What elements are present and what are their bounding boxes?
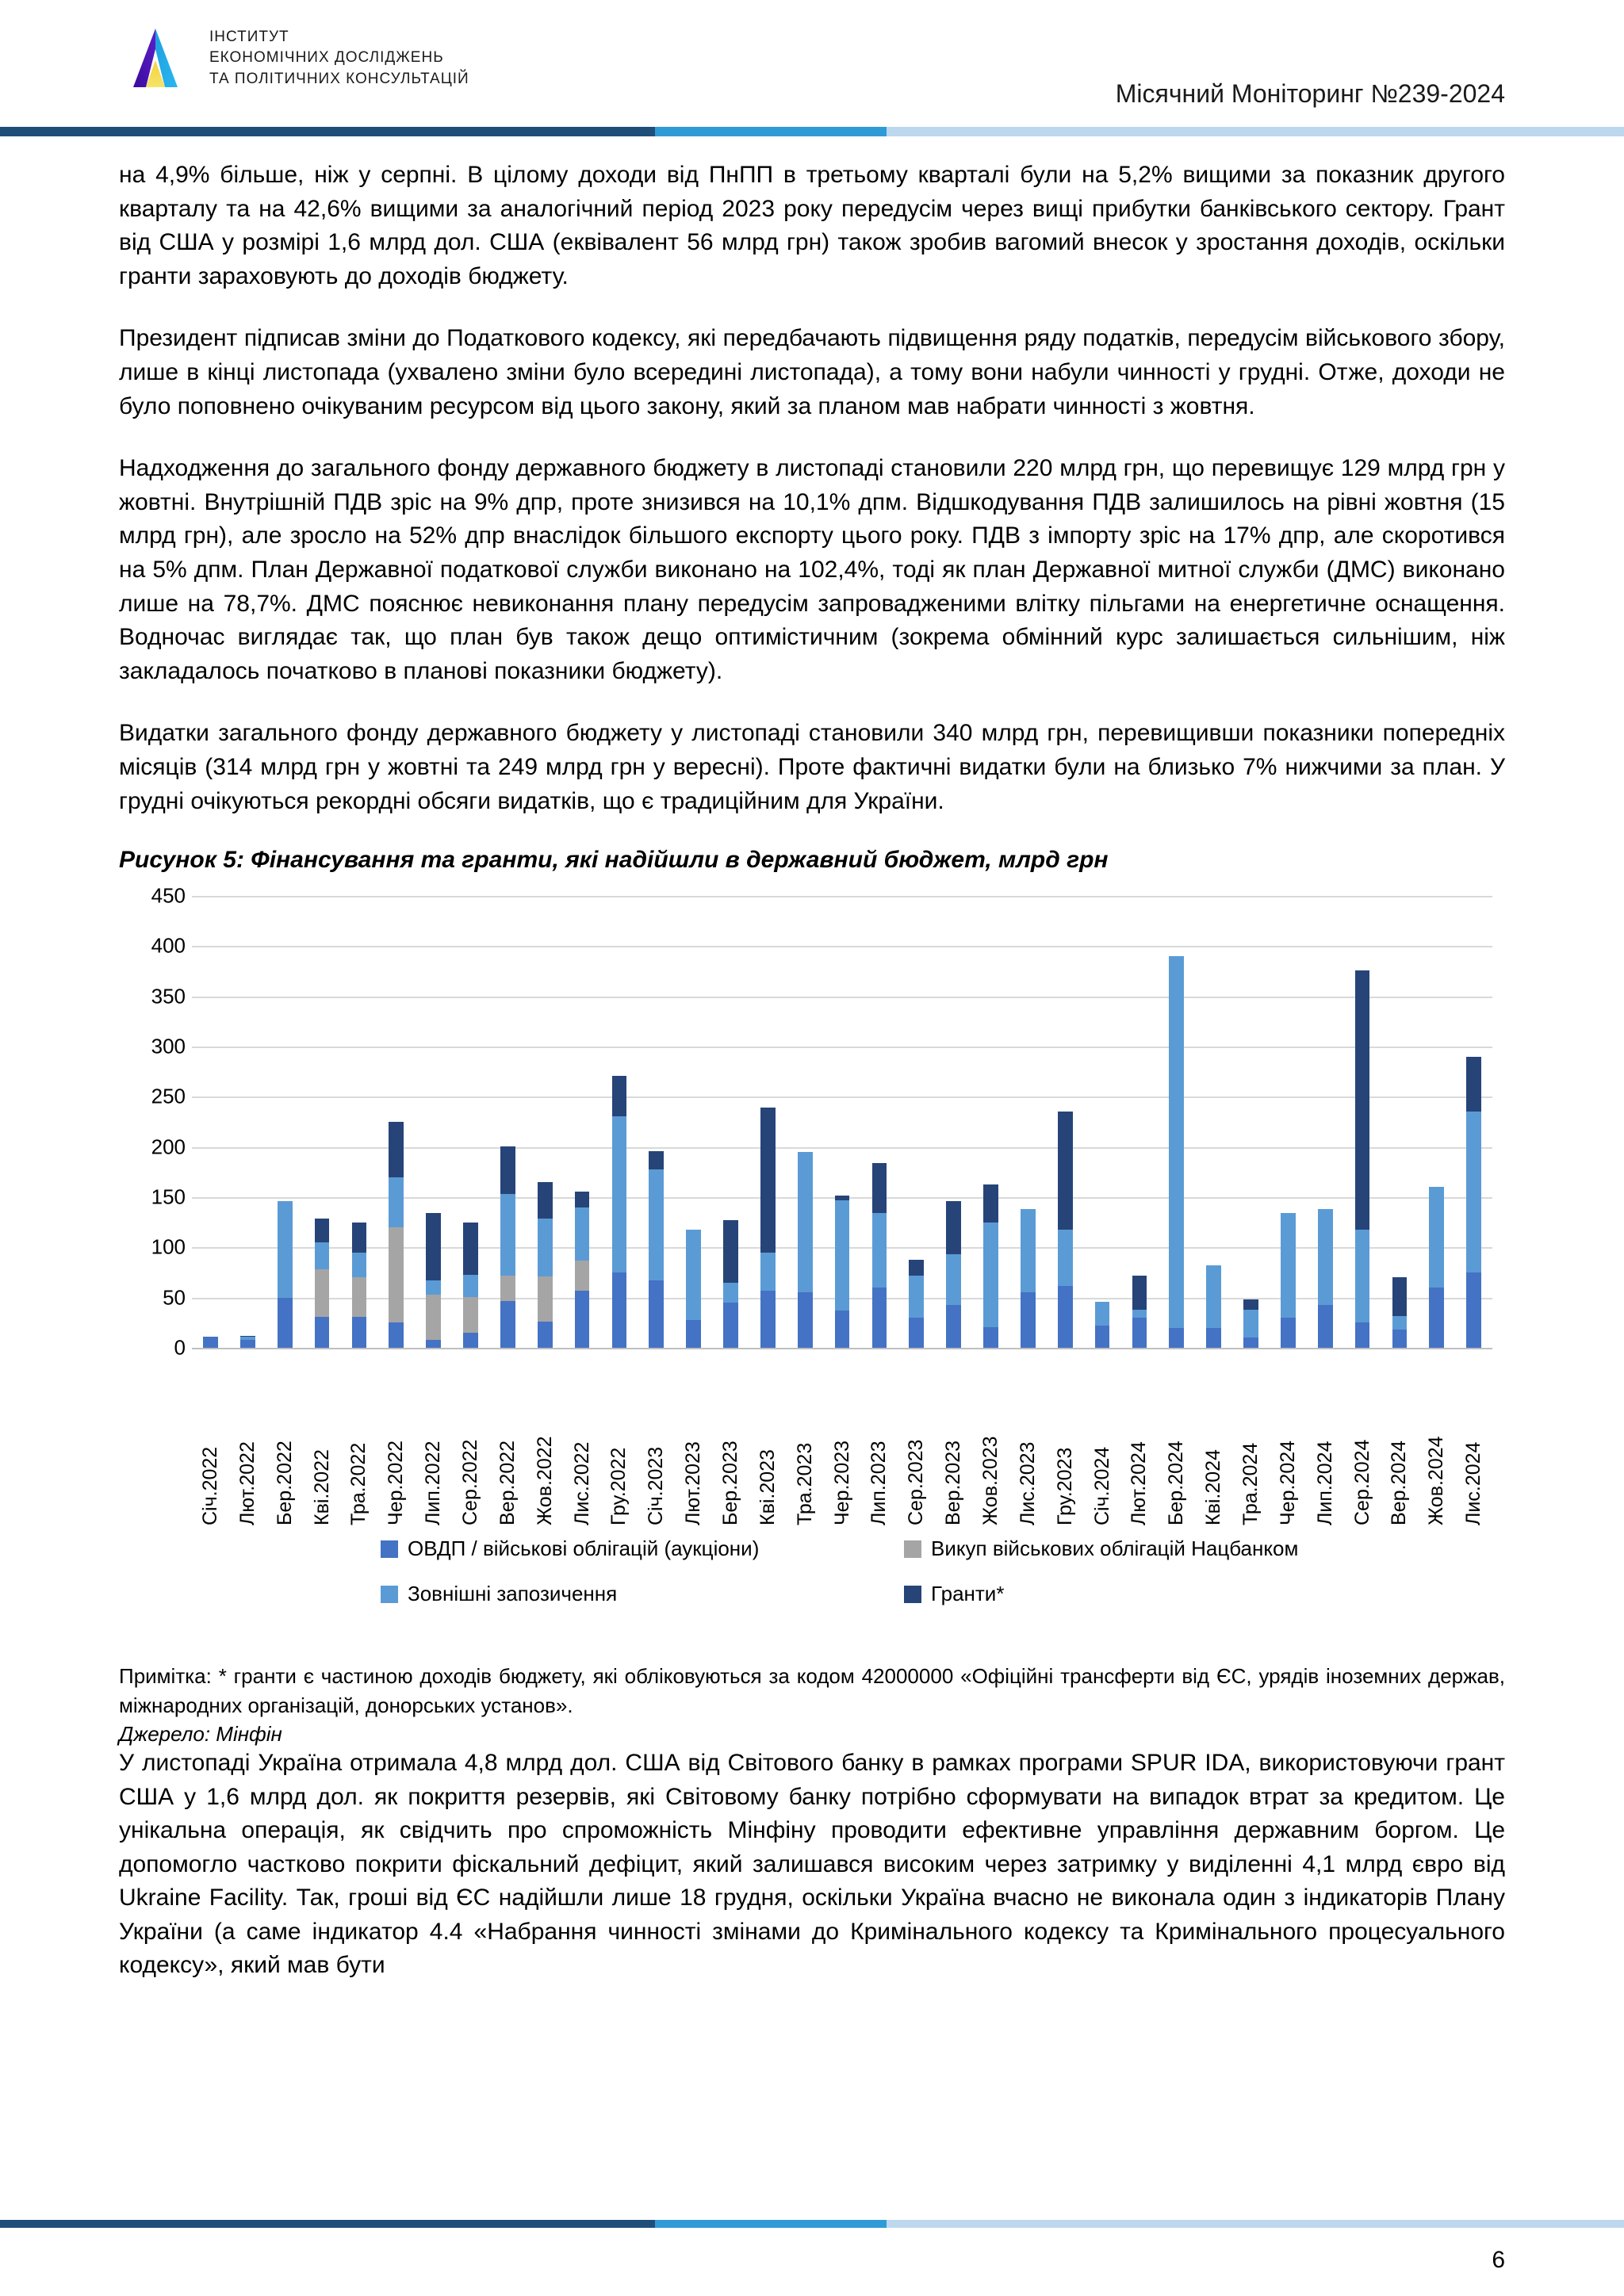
bar-segment [575, 1207, 590, 1261]
x-label-slot [192, 1367, 229, 1525]
x-axis-tick-label: Жов.2023 [979, 1436, 1002, 1526]
triangle-logo-icon [119, 25, 192, 90]
x-axis-tick-label: Гру.2023 [1053, 1447, 1076, 1526]
stacked-bar[interactable] [1281, 1213, 1296, 1348]
bar-group[interactable] [1344, 896, 1381, 1348]
legend-swatch-external [381, 1586, 398, 1603]
logo-text-block [209, 28, 469, 88]
bar-segment [649, 1280, 664, 1348]
bar-segment [315, 1242, 330, 1269]
bar-segment [500, 1146, 515, 1195]
x-label-slot [1270, 1367, 1307, 1525]
x-axis-tick-label: Жов.2022 [533, 1436, 556, 1526]
legend-label-ovdp: ОВДП / військові облігацій (аукціони) [408, 1536, 760, 1561]
bar-segment [1429, 1187, 1444, 1288]
y-axis-tick-label: 300 [151, 1034, 186, 1058]
bar-segment [1132, 1318, 1147, 1348]
bar-segment [649, 1151, 664, 1169]
x-label-slot [415, 1367, 452, 1525]
stacked-bar[interactable] [649, 1151, 664, 1348]
header-rule-dark [0, 127, 655, 136]
x-axis-tick-label: Січ.2023 [645, 1446, 668, 1526]
x-label-slot [749, 1367, 787, 1525]
bar-segment [760, 1108, 776, 1252]
bar-segment [1169, 1328, 1184, 1348]
bar-segment [315, 1317, 330, 1348]
bar-segment [1095, 1302, 1110, 1326]
figure-note: Примітка: * гранти є частиною доходів бюджету, які обліковуються за кодом 42000000 «Офіційні трансферти від ЄС, урядів іноземних держав, міжнародних організацій, донорських установ». [119, 1664, 1505, 1717]
chart-legend [381, 1536, 1443, 1627]
chart-plot-area [192, 896, 1492, 1348]
bar-segment [240, 1340, 255, 1348]
y-axis-tick-label: 100 [151, 1234, 186, 1259]
stacked-bar[interactable] [723, 1220, 738, 1348]
x-axis-tick-label: Січ.2024 [1090, 1446, 1113, 1526]
chart-bars [192, 896, 1492, 1348]
logo-line-1: ІНСТИТУТ [209, 29, 289, 46]
bar-segment [278, 1201, 293, 1298]
bar-segment [500, 1276, 515, 1301]
stacked-bar[interactable] [1392, 1277, 1408, 1348]
y-axis-tick-label: 200 [151, 1135, 186, 1159]
bar-segment [463, 1333, 478, 1348]
x-axis-tick-label: Січ.2022 [198, 1446, 221, 1526]
stacked-bar[interactable] [1021, 1209, 1036, 1348]
stacked-bar[interactable] [315, 1219, 330, 1348]
bar-segment [389, 1227, 404, 1322]
bar-segment [538, 1322, 553, 1348]
bar-segment [426, 1280, 441, 1295]
bar-segment [1095, 1326, 1110, 1348]
bar-group[interactable] [1270, 896, 1307, 1348]
bar-group[interactable] [1381, 896, 1419, 1348]
paragraph-3: Надходження до загального фонду державного бюджету в листопаді становили 220 млрд грн, що перевищує 129 млрд грн у жовтні. Внутрішній ПДВ зріс на 9% дпр, проте знизився на 10,1% дпм. Відшкодування ПДВ залишилось на рівні жовтня (15 млрд грн), але зросло на 52% дпр внаслідок більшого експорту цього року. ПДВ з імпорту зріс на 17% дпр, але скоротився на 5% дпм. План Державної податкової служби виконано на 102,4%, тоді як план Державної митної служби (ДМС) виконано лише на 78,7%. ДМС пояснює невиконання плану передусім запровадженими влітку пільгами на енергетичне оснащення. Водночас виглядає так, що план був також дещо оптимістичним (зокрема обмінний курс залишається сильнішим, ніж закладалось початково в планові показники бюджету). [119, 455, 1505, 684]
x-axis-tick-label: Тра.2024 [1239, 1442, 1262, 1526]
x-axis-tick-label: Лют.2023 [682, 1441, 705, 1526]
bar-segment [1243, 1310, 1258, 1337]
legend-row-2 [381, 1582, 1443, 1606]
bar-segment [538, 1219, 553, 1276]
bar-group[interactable] [192, 896, 229, 1348]
bar-segment [389, 1322, 404, 1348]
stacked-bar[interactable] [1355, 970, 1370, 1348]
bar-segment [1392, 1330, 1408, 1348]
bar-segment [946, 1254, 961, 1304]
bar-segment [686, 1320, 701, 1348]
stacked-bar[interactable] [1243, 1299, 1258, 1348]
bar-segment [946, 1201, 961, 1254]
x-label-slot [452, 1367, 489, 1525]
x-label-slot [1047, 1367, 1084, 1525]
x-label-slot [1381, 1367, 1419, 1525]
bar-segment [315, 1269, 330, 1317]
bar-segment [1318, 1209, 1333, 1304]
bar-group[interactable] [1195, 896, 1232, 1348]
bar-segment [426, 1340, 441, 1348]
x-axis-tick-label: Сер.2023 [905, 1439, 928, 1526]
bar-segment [1392, 1277, 1408, 1315]
x-axis-tick-label: Кві.2024 [1202, 1449, 1225, 1526]
x-label-slot [1009, 1367, 1047, 1525]
bar-segment [1243, 1337, 1258, 1348]
bar-segment [538, 1182, 553, 1219]
x-label-slot [1120, 1367, 1158, 1525]
y-axis-tick-label: 0 [174, 1335, 186, 1360]
stacked-bar[interactable] [463, 1223, 478, 1348]
stacked-bar[interactable] [983, 1184, 998, 1348]
x-label-slot [675, 1367, 712, 1525]
x-axis-tick-label: Сер.2024 [1350, 1439, 1373, 1526]
bar-segment [1392, 1316, 1408, 1330]
bar-segment [352, 1253, 367, 1278]
bar-segment [352, 1277, 367, 1316]
paragraph-4: Видатки загального фонду державного бюджету у листопаді становили 340 млрд грн, перевищивши показники попередніх місяців (314 млрд грн у жовтні та 249 млрд грн у вересні). Проте фактичні видатки були на близько 7% нижчими за план. У грудні очікуються рекордні обсяги видатків, що є традиційним для України. [119, 720, 1505, 814]
stacked-bar[interactable] [389, 1122, 404, 1348]
stacked-bar[interactable] [1058, 1112, 1073, 1348]
x-label-slot [600, 1367, 638, 1525]
x-axis-tick-label: Бер.2022 [273, 1441, 296, 1526]
x-label-slot [1418, 1367, 1455, 1525]
bar-group[interactable] [1047, 896, 1084, 1348]
x-axis-tick-label: Бер.2023 [718, 1441, 741, 1526]
x-label-slot [340, 1367, 377, 1525]
bar-segment [612, 1076, 627, 1116]
bar-segment [1355, 1322, 1370, 1348]
bar-segment [1206, 1265, 1221, 1328]
bar-segment [760, 1291, 776, 1348]
x-label-slot [787, 1367, 824, 1525]
y-axis-tick-label: 450 [151, 883, 186, 908]
bar-group[interactable] [527, 896, 564, 1348]
bar-group[interactable] [1232, 896, 1270, 1348]
bar-segment [352, 1317, 367, 1348]
logo-line-2: ЕКОНОМІЧНИХ ДОСЛІДЖЕНЬ [209, 49, 444, 67]
bar-segment [315, 1219, 330, 1242]
figure-source: Джерело: Мінфін [119, 1721, 282, 1746]
bar-segment [798, 1152, 813, 1292]
x-label-slot [229, 1367, 266, 1525]
bar-segment [1318, 1305, 1333, 1348]
x-label-slot [1455, 1367, 1492, 1525]
bar-segment [1206, 1328, 1221, 1348]
bar-segment [909, 1260, 924, 1276]
legend-swatch-grants [904, 1586, 921, 1603]
x-axis-tick-label: Лис.2023 [1016, 1441, 1039, 1526]
bar-group[interactable] [860, 896, 898, 1348]
bar-segment [983, 1223, 998, 1327]
header-rule-cyan [655, 127, 887, 136]
bar-group[interactable] [377, 896, 415, 1348]
bar-segment [1466, 1057, 1481, 1112]
bar-group[interactable] [1158, 896, 1195, 1348]
x-label-slot [527, 1367, 564, 1525]
bar-segment [575, 1291, 590, 1348]
x-label-slot [1158, 1367, 1195, 1525]
bar-segment [872, 1163, 887, 1213]
bar-group[interactable] [1120, 896, 1158, 1348]
bar-segment [723, 1283, 738, 1303]
page-header [0, 0, 1624, 133]
x-axis-tick-label: Бер.2024 [1165, 1441, 1188, 1526]
stacked-bar[interactable] [500, 1146, 515, 1349]
bar-segment [1132, 1276, 1147, 1310]
x-label-slot [1307, 1367, 1344, 1525]
stacked-bar[interactable] [1169, 956, 1184, 1348]
chart-x-axis-labels [192, 1367, 1492, 1525]
bar-segment [946, 1305, 961, 1348]
bar-segment [798, 1292, 813, 1348]
y-axis-tick-label: 150 [151, 1184, 186, 1209]
stacked-bar[interactable] [1318, 1209, 1333, 1348]
x-label-slot [1232, 1367, 1270, 1525]
x-label-slot [1084, 1367, 1121, 1525]
x-label-slot [935, 1367, 972, 1525]
stacked-bar[interactable] [872, 1163, 887, 1348]
footer-rule-cyan [655, 2220, 887, 2228]
legend-swatch-ovdp [381, 1540, 398, 1558]
footer-rule-light [887, 2220, 1624, 2228]
stacked-bar[interactable] [203, 1337, 218, 1348]
bar-segment [1132, 1310, 1147, 1318]
x-axis-tick-label: Гру.2022 [607, 1447, 630, 1526]
x-label-slot [489, 1367, 527, 1525]
x-axis-tick-label: Лис.2024 [1462, 1441, 1485, 1526]
bar-segment [612, 1116, 627, 1273]
bar-segment [575, 1192, 590, 1207]
bar-segment [463, 1223, 478, 1275]
x-label-slot [860, 1367, 898, 1525]
bar-segment [1281, 1213, 1296, 1318]
x-label-slot [304, 1367, 341, 1525]
bar-segment [760, 1253, 776, 1291]
x-axis-tick-label: Тра.2022 [347, 1442, 370, 1526]
bar-group[interactable] [675, 896, 712, 1348]
legend-item-grants [904, 1582, 1427, 1606]
stacked-bar[interactable] [760, 1108, 776, 1348]
stacked-bar[interactable] [835, 1196, 850, 1349]
figure-title: Рисунок 5: Фінансування та гранти, які надійшли в державний бюджет, млрд грн [119, 847, 1109, 874]
stacked-bar[interactable] [240, 1336, 255, 1348]
x-label-slot [1344, 1367, 1381, 1525]
stacked-bar[interactable] [1132, 1276, 1147, 1348]
y-axis-tick-label: 400 [151, 933, 186, 958]
x-axis-tick-label: Чер.2024 [1276, 1441, 1299, 1526]
y-axis-tick-label: 350 [151, 984, 186, 1008]
bar-segment [1355, 970, 1370, 1230]
bar-group[interactable] [415, 896, 452, 1348]
bar-group[interactable] [972, 896, 1009, 1348]
bar-segment [612, 1272, 627, 1348]
x-axis-tick-label: Лип.2022 [422, 1441, 445, 1526]
bar-segment [1021, 1292, 1036, 1348]
bar-segment [872, 1213, 887, 1288]
x-label-slot [712, 1367, 749, 1525]
footer-rule-dark [0, 2220, 655, 2228]
x-axis-tick-label: Чер.2023 [830, 1441, 853, 1526]
stacked-bar[interactable] [798, 1152, 813, 1348]
bar-segment [426, 1213, 441, 1280]
chart-x-axis-line [192, 1348, 1492, 1349]
bar-segment [909, 1276, 924, 1318]
page-content [119, 159, 1505, 2011]
bar-group[interactable] [229, 896, 266, 1348]
stacked-bar[interactable] [278, 1201, 293, 1348]
bar-group[interactable] [1084, 896, 1121, 1348]
bar-group[interactable] [1455, 896, 1492, 1348]
paragraph-1: на 4,9% більше, ніж у серпні. В цілому доходи від ПнПП в третьому кварталі були на 5,2% вищими за показник другого кварталу та на 42,6% вищими за аналогічний період 2023 року передусім через вищі прибутки банківського сектору. Грант від США у розмірі 1,6 млрд дол. США (еквівалент 56 млрд грн) також зробив вагомий внесок у зростання доходів, оскільки гранти зараховують до доходів бюджету. [119, 162, 1505, 289]
figure-5-chart [119, 882, 1505, 1659]
bar-group[interactable] [898, 896, 935, 1348]
stacked-bar[interactable] [612, 1076, 627, 1348]
bar-group[interactable] [1009, 896, 1047, 1348]
x-label-slot [266, 1367, 304, 1525]
bar-group[interactable] [638, 896, 675, 1348]
logo-line-3: ТА ПОЛІТИЧНИХ КОНСУЛЬТАЦІЙ [209, 70, 469, 87]
stacked-bar[interactable] [426, 1213, 441, 1348]
legend-item-nbu [904, 1536, 1427, 1561]
bar-segment [575, 1261, 590, 1291]
bar-segment [649, 1169, 664, 1281]
legend-swatch-nbu [904, 1540, 921, 1558]
y-axis-tick-label: 50 [163, 1285, 186, 1310]
bar-segment [278, 1298, 293, 1348]
stacked-bar[interactable] [946, 1201, 961, 1348]
stacked-bar[interactable] [352, 1223, 367, 1348]
x-axis-tick-label: Лип.2023 [868, 1441, 891, 1526]
x-axis-tick-label: Чер.2022 [385, 1441, 408, 1526]
bar-group[interactable] [935, 896, 972, 1348]
stacked-bar[interactable] [1429, 1187, 1444, 1348]
organization-logo [119, 25, 469, 90]
y-axis-tick-label: 250 [151, 1084, 186, 1108]
paragraph-2: Президент підписав зміни до Податкового кодексу, які передбачають підвищення ряду податків, передусім військового збору, лише в кінці листопада (ухвалено зміни було всередині листопада), а тому вони набули чинності у грудні. Отже, доходи не було поповнено очікуваним ресурсом від цього закону, який за планом мав набрати чинності з жовтня. [119, 325, 1505, 419]
bar-segment [500, 1301, 515, 1349]
bar-segment [909, 1318, 924, 1348]
footer-divider [0, 2220, 1624, 2228]
x-axis-tick-label: Жов.2024 [1425, 1436, 1448, 1526]
x-axis-tick-label: Лют.2022 [236, 1441, 259, 1526]
bar-segment [463, 1297, 478, 1334]
header-rule-light [887, 127, 1624, 136]
stacked-bar[interactable] [538, 1182, 553, 1348]
stacked-bar[interactable] [686, 1230, 701, 1348]
bar-segment [1058, 1230, 1073, 1286]
bar-group[interactable] [304, 896, 341, 1348]
legend-label-nbu: Викуп військових облігацій Нацбанком [931, 1536, 1299, 1561]
bar-segment [686, 1230, 701, 1320]
x-label-slot [564, 1367, 601, 1525]
bar-segment [835, 1200, 850, 1311]
legend-item-external [381, 1582, 904, 1606]
bar-segment [1355, 1230, 1370, 1323]
x-axis-tick-label: Вер.2022 [496, 1441, 519, 1526]
bar-group[interactable] [452, 896, 489, 1348]
bar-segment [538, 1276, 553, 1322]
stacked-bar[interactable] [1095, 1302, 1110, 1348]
stacked-bar[interactable] [1466, 1057, 1481, 1348]
bar-segment [500, 1194, 515, 1276]
bar-segment [1466, 1272, 1481, 1348]
legend-item-ovdp [381, 1536, 904, 1561]
bar-segment [1281, 1318, 1296, 1348]
x-axis-tick-label: Кві.2022 [310, 1449, 333, 1526]
x-label-slot [972, 1367, 1009, 1525]
x-label-slot [377, 1367, 415, 1525]
x-axis-tick-label: Кві.2023 [756, 1449, 779, 1526]
page-number: 6 [1492, 2247, 1505, 2273]
bar-group[interactable] [564, 896, 601, 1348]
legend-label-grants: Гранти* [931, 1582, 1005, 1606]
legend-label-external: Зовнішні запозичення [408, 1582, 618, 1606]
bar-segment [1466, 1112, 1481, 1272]
bar-segment [835, 1311, 850, 1348]
x-axis-tick-label: Вер.2024 [1388, 1441, 1411, 1526]
bar-group[interactable] [266, 896, 304, 1348]
bar-group[interactable] [1307, 896, 1344, 1348]
bar-segment [463, 1275, 478, 1297]
stacked-bar[interactable] [575, 1192, 590, 1349]
bar-segment [872, 1288, 887, 1348]
bar-group[interactable] [749, 896, 787, 1348]
bar-segment [983, 1184, 998, 1223]
bar-group[interactable] [600, 896, 638, 1348]
bar-segment [389, 1122, 404, 1177]
bar-group[interactable] [340, 896, 377, 1348]
legend-row-1 [381, 1536, 1443, 1561]
x-axis-tick-label: Сер.2022 [458, 1439, 481, 1526]
x-axis-tick-label: Лип.2024 [1313, 1441, 1336, 1526]
x-label-slot [824, 1367, 861, 1525]
header-divider [0, 127, 1624, 136]
bar-segment [1021, 1209, 1036, 1292]
bar-segment [352, 1223, 367, 1253]
stacked-bar[interactable] [1206, 1265, 1221, 1348]
x-axis-tick-label: Вер.2023 [942, 1441, 965, 1526]
bar-segment [723, 1220, 738, 1283]
bar-segment [723, 1303, 738, 1348]
bar-group[interactable] [712, 896, 749, 1348]
x-label-slot [898, 1367, 935, 1525]
paragraph-5: У листопаді Україна отримала 4,8 млрд дол. США від Світового банку в рамках програми SPUR IDA, використовуючи грант США у 1,6 млрд дол. як покриття резервів, які Світовому банку потрібно сформувати на випадок втрат за кредитом. Це унікальна операція, як свідчить про спроможність Мінфіну проводити ефективне управління державним боргом. Це допомогло частково покрити фіскальний дефіцит, який залишався високим через затримку у виділенні 4,1 млрд євро від Ukraine Facility. Так, гроші від ЄС надійшли лише 18 грудня, оскільки Україна вчасно не виконала один з індикаторів Плану України (а саме індикатор 4.4 «Набрання чинності змінами до Кримінального кодексу та Кримінального процесуального кодексу», який мав бути [119, 1749, 1505, 1979]
bar-segment [1058, 1286, 1073, 1349]
bar-segment [203, 1337, 218, 1348]
x-axis-tick-label: Лют.2024 [1128, 1441, 1151, 1526]
bar-segment [1169, 956, 1184, 1328]
bar-segment [983, 1327, 998, 1349]
stacked-bar[interactable] [909, 1260, 924, 1348]
bar-group[interactable] [787, 896, 824, 1348]
bar-group[interactable] [1418, 896, 1455, 1348]
x-label-slot [638, 1367, 675, 1525]
bar-segment [1429, 1288, 1444, 1348]
x-axis-tick-label: Лис.2022 [570, 1441, 593, 1526]
bar-group[interactable] [489, 896, 527, 1348]
bar-segment [1243, 1299, 1258, 1310]
bar-group[interactable] [824, 896, 861, 1348]
bar-segment [389, 1177, 404, 1227]
bar-segment [426, 1295, 441, 1340]
x-axis-tick-label: Тра.2023 [793, 1442, 816, 1526]
header-title: Місячний Моніторинг №239-2024 [1115, 79, 1505, 108]
bar-segment [1058, 1112, 1073, 1229]
x-label-slot [1195, 1367, 1232, 1525]
